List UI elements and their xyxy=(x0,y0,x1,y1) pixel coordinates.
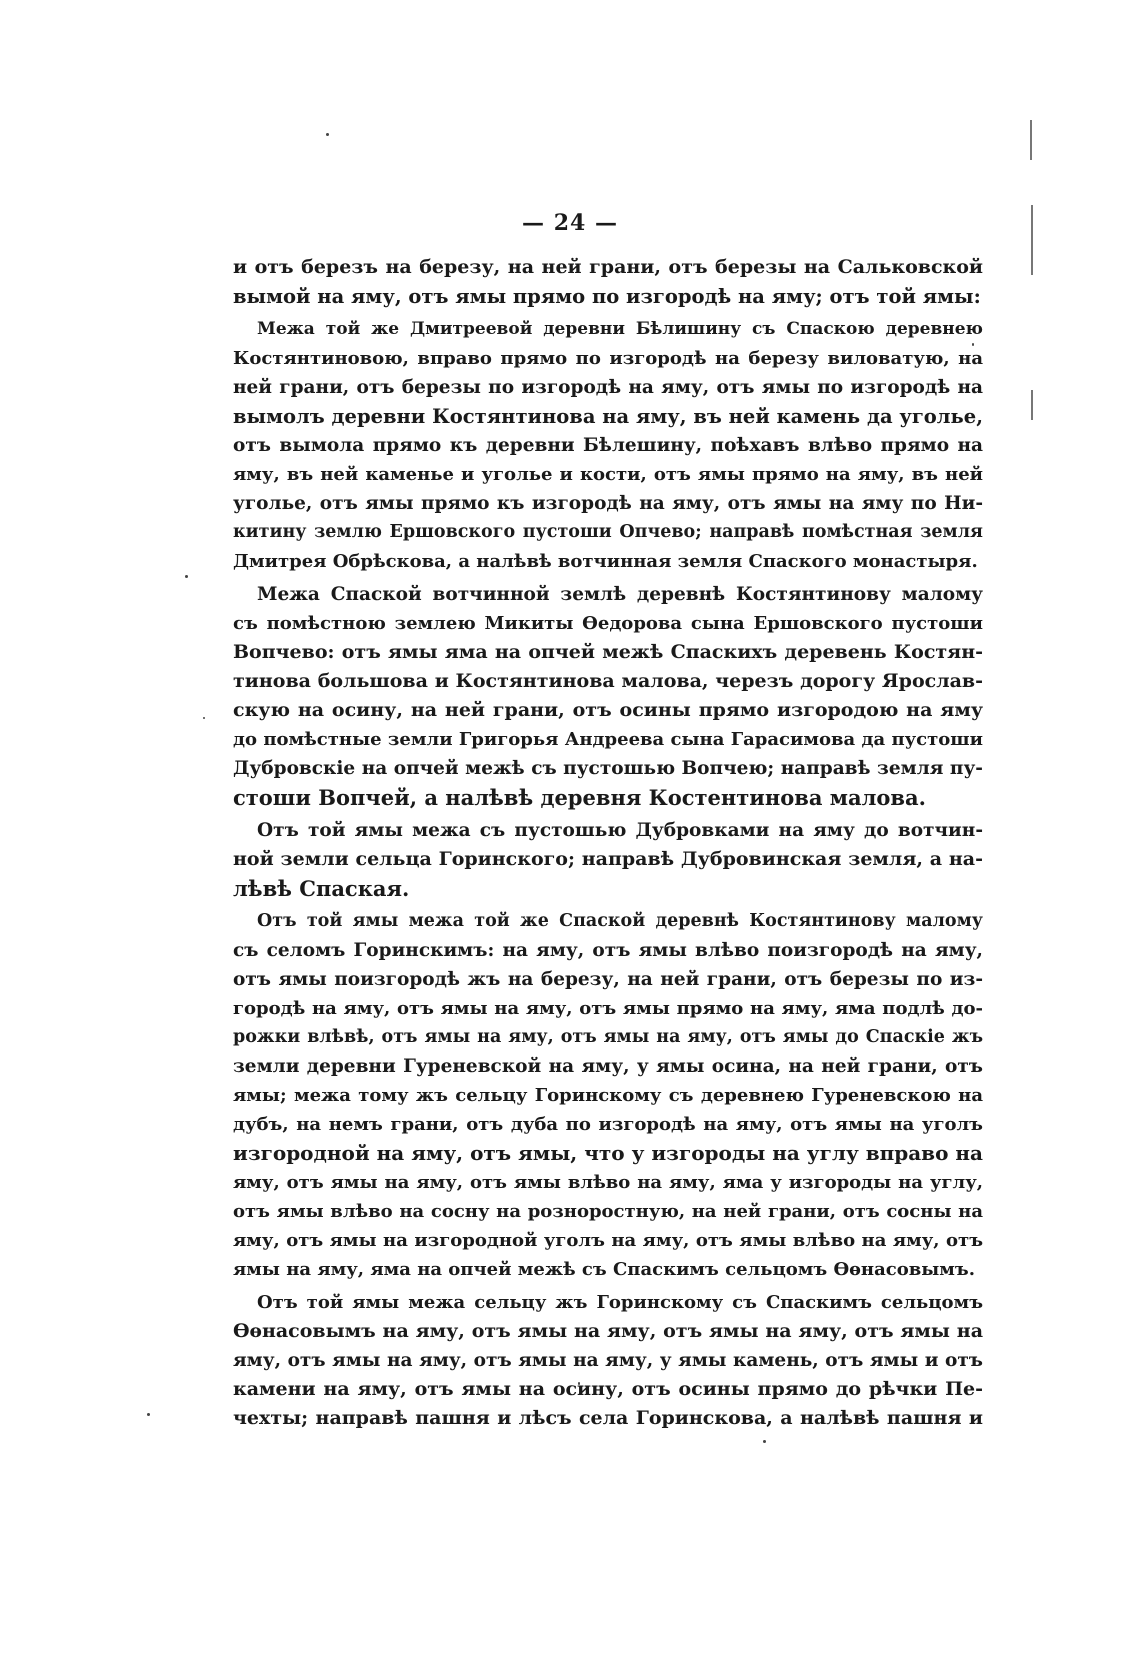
text-line: ямы; межа тому жъ сельцу Горинскому съ деревнею Гуреневскою на xyxy=(233,1085,983,1106)
text-line: съ помѣстною землею Микиты Ѳедорова сына Ершовского пустоши xyxy=(233,613,983,634)
text-line: яму, отъ ямы на яму, отъ ямы на яму, у ямы камень, отъ ямы и отъ xyxy=(233,1350,983,1371)
text-line: вымой на яму, отъ ямы прямо по изгородѣ на яму; отъ той ямы: xyxy=(233,285,981,308)
text-line: ной земли сельца Горинского; направѣ Дубровинская земля, а на- xyxy=(233,848,983,870)
scan-speck xyxy=(203,717,205,719)
scan-edge-mark xyxy=(1030,120,1032,160)
text-line: отъ вымола прямо къ деревни Бѣлешину, поѣхавъ влѣво прямо на xyxy=(233,435,983,456)
scan-speck xyxy=(147,1413,150,1416)
scan-speck xyxy=(185,575,188,578)
scan-edge-mark xyxy=(1031,390,1033,420)
paragraph xyxy=(233,580,983,812)
text-line: и отъ березъ на березу, на ней грани, отъ березы на Сальковской xyxy=(233,256,983,278)
text-line: отъ ямы поизгородѣ жъ на березу, на ней грани, отъ березы по из- xyxy=(233,969,983,990)
scan-speck xyxy=(763,1440,766,1443)
page-number: — 24 — xyxy=(522,210,618,236)
text-line: яму, отъ ямы на изгородной уголъ на яму, отъ ямы влѣво на яму, отъ xyxy=(233,1230,983,1251)
text-line: тинова большова и Костянтинова малова, черезъ дорогу Ярослав- xyxy=(233,670,983,692)
text-line: городѣ на яму, отъ ямы на яму, отъ ямы прямо на яму, яма подлѣ до- xyxy=(233,998,983,1019)
text-line: Дубровскіе на опчей межѣ съ пустошью Вопчею; направѣ земля пу- xyxy=(233,758,983,779)
paragraph xyxy=(233,816,983,903)
text-line: съ селомъ Горинскимъ: на яму, отъ ямы влѣво поизгородѣ на яму, xyxy=(233,940,983,961)
text-line: лѣвѣ Спаская. xyxy=(233,876,410,901)
paragraph xyxy=(233,253,983,311)
text-line: яму, отъ ямы на яму, отъ ямы влѣво на яму, яма у изгороды на углу, xyxy=(233,1172,983,1193)
text-line: Вопчево: отъ ямы яма на опчей межѣ Спаскихъ деревень Костян- xyxy=(233,641,983,663)
text-line: китину землю Ершовского пустоши Опчево; направѣ помѣстная земля xyxy=(233,522,983,542)
text-line: скую на осину, на ней грани, отъ осины прямо изгородою на яму xyxy=(233,699,983,721)
text-line: изгородной на яму, отъ ямы, что у изгороды на углу вправо на xyxy=(233,1141,983,1165)
text-line: Ѳѳнасовымъ на яму, отъ ямы на яму, отъ ямы на яму, отъ ямы на xyxy=(233,1320,983,1342)
text-line: ней грани, отъ березы по изгородѣ на яму, отъ ямы по изгородѣ на xyxy=(233,377,983,398)
text-line: чехты; направѣ пашня и лѣсъ села Горинскова, а налѣвѣ пашня и xyxy=(233,1407,983,1429)
text-line: камени на яму, отъ ямы на осину, отъ осины прямо до рѣчки Пе- xyxy=(233,1378,983,1400)
text-line: рожки влѣвѣ, отъ ямы на яму, отъ ямы на яму, отъ ямы до Спаскіе жъ xyxy=(233,1027,983,1047)
text-line: вымолъ деревни Костянтинова на яму, въ ней камень да уголье, xyxy=(233,405,983,428)
text-line: Отъ той ямы межа той же Спаской деревнѣ Костянтинову малому xyxy=(257,911,983,931)
text-line: Межа той же Дмитреевой деревни Бѣлишину съ Спаскою деревнею xyxy=(257,319,983,339)
text-line: стоши Вопчей, а налѣвѣ деревня Костентинова малова. xyxy=(233,785,926,810)
text-line: отъ ямы влѣво на сосну на розноростную, на ней грани, отъ сосны на xyxy=(233,1201,983,1222)
text-line: Отъ той ямы межа сельцу жъ Горинскому съ Спаскимъ сельцомъ xyxy=(257,1292,983,1313)
text-line: яму, въ ней каменье и уголье и кости, отъ ямы прямо на яму, въ ней xyxy=(233,464,983,485)
text-line: ямы на яму, яма на опчей межѣ съ Спаскимъ сельцомъ Ѳѳнасовымъ. xyxy=(233,1259,975,1280)
text-line: уголье, отъ ямы прямо къ изгородѣ на яму, отъ ямы на яму по Ни- xyxy=(233,493,983,514)
text-line: дубъ, на немъ грани, отъ дуба по изгородѣ на яму, отъ ямы на уголъ xyxy=(233,1114,983,1135)
scan-speck xyxy=(326,133,329,136)
text-line: до помѣстные земли Григорья Андреева сына Гарасимова да пустоши xyxy=(233,729,983,750)
paragraph xyxy=(233,1288,983,1433)
text-line: Дмитрея Обрѣскова, а налѣвѣ вотчинная земля Спаского монастыря. xyxy=(233,551,978,572)
body-text xyxy=(233,253,983,1437)
text-line: Межа Спаской вотчинной землѣ деревнѣ Костянтинову малому xyxy=(257,584,983,605)
paragraph xyxy=(233,315,983,576)
text-line: земли деревни Гуреневской на яму, у ямы осина, на ней грани, отъ xyxy=(233,1056,983,1077)
paragraph xyxy=(233,907,983,1284)
text-line: Костянтиновою, вправо прямо по изгородѣ на березу виловатую, на xyxy=(233,348,983,369)
text-line: Отъ той ямы межа съ пустошью Дубровками на яму до вотчин- xyxy=(257,820,983,841)
